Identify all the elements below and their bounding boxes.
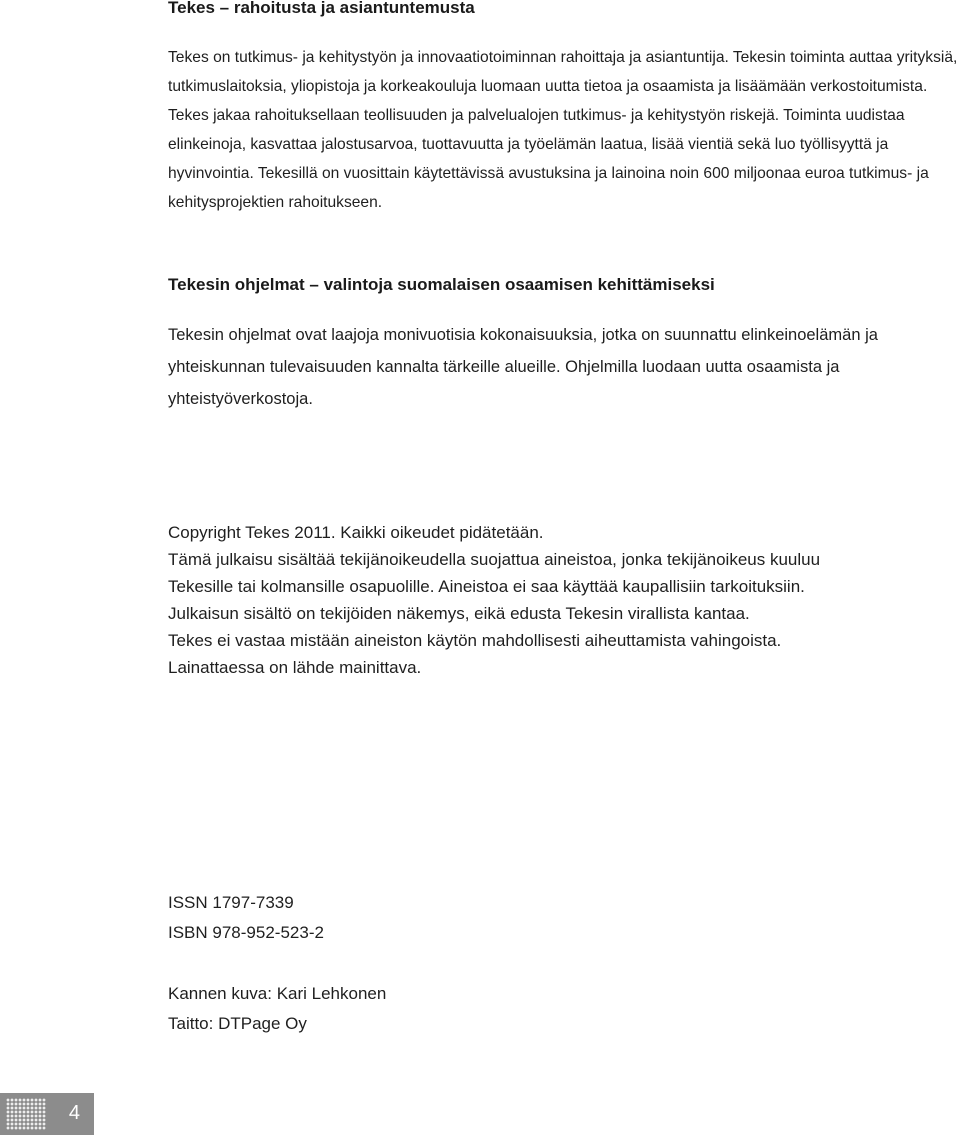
copyright-line: Tekes ei vastaa mistään aineiston käytön mahdollisesti aiheuttamista vahingoista. <box>168 631 782 650</box>
section-paragraph-rahoitus: Tekes on tutkimus- ja kehitystyön ja innovaatiotoiminnan rahoittaja ja asiantuntija. Tekesin toiminta auttaa yrityksiä, tutkimuslaitoksia, yliopistoja ja korkeakouluja luomaan uutta tietoa ja osaamista ja lisäämään verkostoitumista. Tekes jakaa rahoituksellaan teollisuuden ja palvelualojen tutkimus- ja kehitystyön riskejä. Toiminta uudistaa elinkeinoja, kasvattaa jalostusarvoa, tuottavuutta ja työelämän laatua, lisää vientiä sekä luo työllisyyttä ja hyvinvointia. Tekesillä on vuosittain käytettävissä avustuksina ja lainoina noin 600 miljoonaa euroa tutkimus- ja kehitysprojektien rahoitukseen. <box>168 49 958 211</box>
layout-credit: Taitto: DTPage Oy <box>168 1014 307 1033</box>
copyright-line: Lainattaessa on lähde mainittava. <box>168 658 422 677</box>
copyright-line: Tekesille tai kolmansille osapuolille. Aineistoa ei saa käyttää kaupallisiin tarkoituksiin. <box>168 577 805 596</box>
copyright-line: Tämä julkaisu sisältää tekijänoikeudella suojattua aineistoa, jonka tekijänoikeus kuuluu <box>168 550 821 569</box>
page-number-box <box>0 1093 94 1135</box>
isbn-text: ISBN 978-952-523-2 <box>168 923 324 942</box>
copyright-block <box>168 519 820 681</box>
page-number: 4 <box>68 1102 80 1124</box>
section-heading-rahoitus: Tekes – rahoitusta ja asiantuntemusta <box>168 0 475 17</box>
cover-credit: Kannen kuva: Kari Lehkonen <box>168 984 387 1003</box>
issn-text: ISSN 1797-7339 <box>168 893 294 912</box>
copyright-line: Julkaisun sisältö on tekijöiden näkemys, eikä edusta Tekesin virallista kantaa. <box>168 604 750 623</box>
dot-pattern-icon <box>6 1098 46 1130</box>
section-heading-ohjelmat: Tekesin ohjelmat – valintoja suomalaisen osaamisen kehittämiseksi <box>168 275 715 294</box>
credits-block <box>168 979 386 1039</box>
copyright-line: Copyright Tekes 2011. Kaikki oikeudet pidätetään. <box>168 523 544 542</box>
section-paragraph-ohjelmat: Tekesin ohjelmat ovat laajoja monivuotisia kokonaisuuksia, jotka on suunnattu elinkeinoelämän ja yhteiskunnan tulevaisuuden kannalta tärkeille alueille. Ohjelmilla luodaan uutta osaamista ja yhteistyöverkostoja. <box>168 326 878 408</box>
identifiers-block <box>168 888 324 948</box>
